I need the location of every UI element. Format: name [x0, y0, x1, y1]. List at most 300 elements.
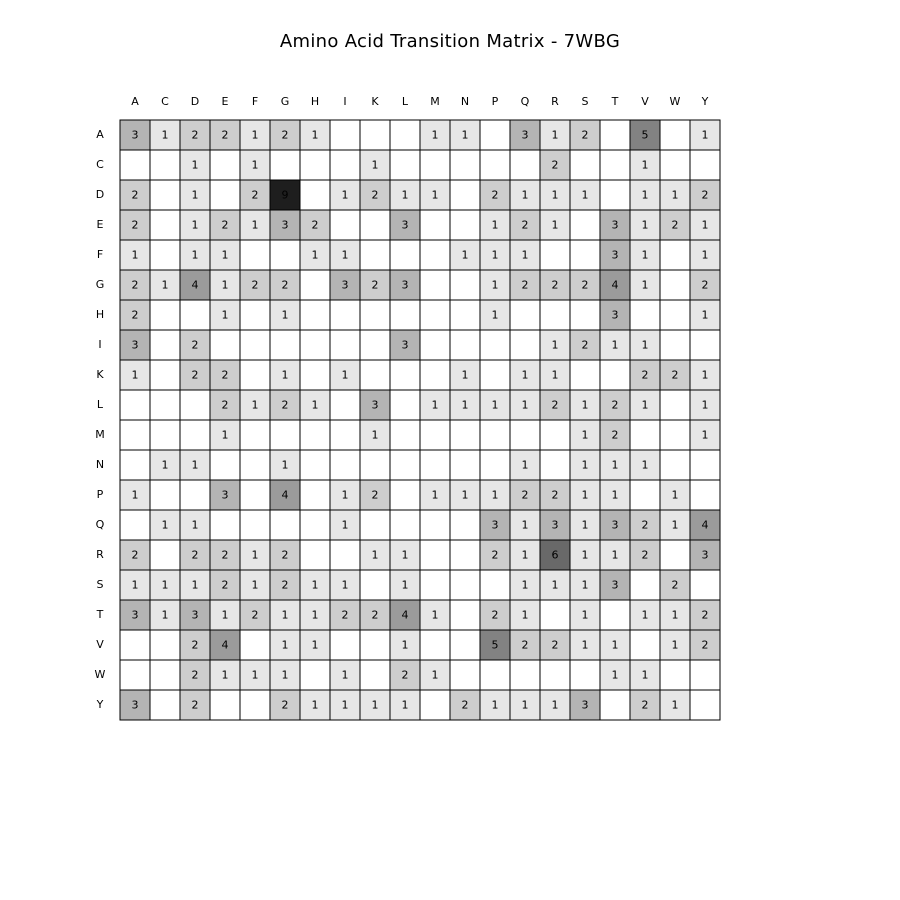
cell-value: 1 [521, 398, 529, 412]
chart-title: Amino Acid Transition Matrix - 7WBG [279, 31, 621, 52]
cell-value: 2 [221, 578, 229, 592]
heatmap-cell [360, 120, 390, 150]
cell-value: 2 [221, 128, 229, 142]
heatmap-cell [630, 300, 660, 330]
heatmap-cell [450, 300, 480, 330]
cell-value: 1 [671, 638, 679, 652]
cell-value: 1 [401, 548, 409, 562]
heatmap-cell [690, 330, 720, 360]
cell-value: 1 [491, 248, 499, 262]
heatmap-cell [330, 210, 360, 240]
cell-value: 1 [341, 578, 349, 592]
cell-value: 2 [641, 518, 649, 532]
cell-value: 1 [641, 398, 649, 412]
cell-value: 1 [611, 668, 619, 682]
heatmap-cell [420, 630, 450, 660]
heatmap-cell [150, 660, 180, 690]
cell-value: 1 [161, 518, 169, 532]
cell-value: 1 [431, 668, 439, 682]
cell-value: 1 [581, 488, 589, 502]
heatmap-cell [600, 150, 630, 180]
heatmap-cell [150, 330, 180, 360]
heatmap-cell [660, 120, 690, 150]
heatmap-cell [360, 360, 390, 390]
heatmap-cell [150, 540, 180, 570]
cell-value: 1 [131, 578, 139, 592]
heatmap-cell [390, 480, 420, 510]
cell-value: 2 [221, 548, 229, 562]
cell-value: 1 [221, 278, 229, 292]
cell-value: 2 [191, 128, 199, 142]
cell-value: 3 [341, 278, 349, 292]
cell-value: 2 [701, 278, 709, 292]
cell-value: 1 [581, 428, 589, 442]
heatmap-cell [300, 270, 330, 300]
heatmap-cell [660, 390, 690, 420]
heatmap-cell [420, 240, 450, 270]
heatmap-cell [660, 240, 690, 270]
heatmap-cell [420, 510, 450, 540]
heatmap-cell [330, 330, 360, 360]
heatmap-cell [300, 150, 330, 180]
heatmap-cell [660, 150, 690, 180]
heatmap-cell [690, 690, 720, 720]
cell-value: 1 [581, 458, 589, 472]
heatmap-cell [120, 450, 150, 480]
heatmap-cell [480, 660, 510, 690]
cell-value: 3 [131, 128, 139, 142]
heatmap-cell [600, 180, 630, 210]
col-label: W [669, 95, 681, 108]
row-label: G [95, 278, 105, 291]
cell-value: 1 [671, 188, 679, 202]
cell-value: 2 [551, 398, 559, 412]
cell-value: 2 [551, 278, 559, 292]
cell-value: 1 [311, 578, 319, 592]
heatmap-cell [240, 510, 270, 540]
row-label: D [95, 188, 105, 201]
cell-value: 3 [581, 698, 589, 712]
heatmap-cell [390, 420, 420, 450]
row-label: E [96, 218, 104, 231]
heatmap-cell [210, 690, 240, 720]
cell-value: 2 [131, 278, 139, 292]
cell-value: 1 [521, 248, 529, 262]
cell-value: 2 [191, 668, 199, 682]
heatmap-cell [150, 210, 180, 240]
cell-value: 1 [521, 188, 529, 202]
heatmap-cell [660, 300, 690, 330]
row-label: H [95, 308, 105, 321]
row-label: R [96, 548, 104, 561]
cell-value: 1 [611, 488, 619, 502]
cell-value: 1 [551, 218, 559, 232]
cell-value: 2 [131, 548, 139, 562]
heatmap-cell [420, 570, 450, 600]
cell-value: 3 [401, 338, 409, 352]
cell-value: 2 [641, 548, 649, 562]
cell-value: 1 [341, 368, 349, 382]
heatmap-cell [360, 630, 390, 660]
heatmap-cell [420, 300, 450, 330]
cell-value: 2 [581, 338, 589, 352]
heatmap-cell [570, 300, 600, 330]
cell-value: 2 [221, 368, 229, 382]
cell-value: 1 [191, 248, 199, 262]
cell-value: 2 [671, 218, 679, 232]
heatmap-cell [120, 420, 150, 450]
col-label: H [310, 95, 320, 108]
cell-value: 1 [431, 398, 439, 412]
cell-value: 1 [311, 128, 319, 142]
heatmap-cell [360, 300, 390, 330]
heatmap-cell [630, 480, 660, 510]
cell-value: 1 [581, 638, 589, 652]
heatmap-cell [300, 660, 330, 690]
col-label: M [430, 95, 440, 108]
heatmap-cell [510, 660, 540, 690]
cell-value: 1 [251, 668, 259, 682]
cell-value: 2 [341, 608, 349, 622]
heatmap-cell [660, 450, 690, 480]
heatmap-cell [330, 450, 360, 480]
cell-value: 1 [491, 698, 499, 712]
heatmap-cell [450, 570, 480, 600]
heatmap-cell [480, 450, 510, 480]
heatmap-cell [480, 120, 510, 150]
cell-value: 2 [221, 218, 229, 232]
cell-value: 1 [281, 638, 289, 652]
cell-value: 2 [641, 698, 649, 712]
heatmap-cell [150, 360, 180, 390]
col-label: Y [701, 95, 709, 108]
heatmap-cell [420, 690, 450, 720]
cell-value: 3 [611, 248, 619, 262]
cell-value: 1 [581, 548, 589, 562]
heatmap-cell [300, 180, 330, 210]
cell-value: 1 [551, 368, 559, 382]
cell-value: 1 [221, 308, 229, 322]
heatmap-cell [330, 630, 360, 660]
cell-value: 1 [341, 188, 349, 202]
cell-value: 1 [281, 668, 289, 682]
cell-value: 2 [191, 368, 199, 382]
row-label: P [96, 488, 104, 501]
row-label: V [96, 638, 104, 651]
heatmap-cell [420, 330, 450, 360]
heatmap-cell [390, 240, 420, 270]
cell-value: 1 [281, 308, 289, 322]
heatmap-cell [300, 300, 330, 330]
heatmap-cell [540, 600, 570, 630]
heatmap-cell [300, 540, 330, 570]
heatmap-cell [300, 360, 330, 390]
heatmap-cell [270, 420, 300, 450]
cell-value: 1 [491, 278, 499, 292]
heatmap-cell [390, 360, 420, 390]
heatmap-cell [420, 360, 450, 390]
heatmap-cell [330, 150, 360, 180]
cell-value: 1 [641, 158, 649, 172]
heatmap-cell [390, 300, 420, 330]
cell-value: 1 [491, 218, 499, 232]
col-label: D [190, 95, 200, 108]
heatmap-cell [510, 420, 540, 450]
heatmap-cell [240, 360, 270, 390]
cell-value: 1 [221, 428, 229, 442]
heatmap-cell [480, 150, 510, 180]
heatmap-cell [360, 240, 390, 270]
heatmap-cell [450, 510, 480, 540]
cell-value: 1 [401, 188, 409, 202]
row-label: F [96, 248, 104, 261]
cell-value: 5 [641, 128, 649, 142]
cell-value: 2 [251, 188, 259, 202]
cell-value: 1 [341, 488, 349, 502]
cell-value: 1 [251, 548, 259, 562]
cell-value: 1 [251, 578, 259, 592]
cell-value: 2 [581, 128, 589, 142]
cell-value: 1 [191, 158, 199, 172]
heatmap-cell [360, 330, 390, 360]
cell-value: 1 [431, 488, 439, 502]
cell-value: 1 [701, 218, 709, 232]
cell-value: 1 [191, 458, 199, 472]
heatmap-cell [480, 330, 510, 360]
cell-value: 2 [701, 638, 709, 652]
cell-value: 3 [221, 488, 229, 502]
cell-value: 2 [371, 608, 379, 622]
heatmap-cell [570, 210, 600, 240]
cell-value: 1 [491, 398, 499, 412]
cell-value: 1 [131, 248, 139, 262]
cell-value: 1 [671, 488, 679, 502]
heatmap-cell [360, 660, 390, 690]
heatmap-cell [690, 660, 720, 690]
cell-value: 1 [521, 518, 529, 532]
cell-value: 1 [521, 698, 529, 712]
heatmap-cell [540, 420, 570, 450]
cell-value: 2 [491, 188, 499, 202]
cell-value: 1 [161, 278, 169, 292]
cell-value: 1 [521, 368, 529, 382]
cell-value: 2 [491, 548, 499, 562]
cell-value: 4 [191, 278, 199, 292]
heatmap-cell [150, 240, 180, 270]
cell-value: 1 [251, 218, 259, 232]
heatmap-cell [510, 330, 540, 360]
cell-value: 1 [371, 158, 379, 172]
heatmap-cell [240, 330, 270, 360]
cell-value: 2 [521, 278, 529, 292]
row-label: W [94, 668, 106, 681]
cell-value: 2 [521, 218, 529, 232]
cell-value: 4 [281, 488, 289, 502]
heatmap-cell [360, 510, 390, 540]
cell-value: 1 [161, 458, 169, 472]
cell-value: 1 [701, 128, 709, 142]
cell-value: 1 [701, 308, 709, 322]
cell-value: 2 [701, 188, 709, 202]
cell-value: 1 [281, 458, 289, 472]
cell-value: 2 [191, 548, 199, 562]
cell-value: 2 [671, 368, 679, 382]
heatmap-cell [540, 240, 570, 270]
heatmap-cell [210, 330, 240, 360]
cell-value: 1 [491, 488, 499, 502]
heatmap-cell [390, 120, 420, 150]
heatmap-cell [360, 450, 390, 480]
heatmap-cell [390, 510, 420, 540]
cell-value: 3 [281, 218, 289, 232]
col-label: E [221, 95, 229, 108]
cell-value: 1 [701, 248, 709, 262]
col-label: V [641, 95, 649, 108]
heatmap-cell [150, 690, 180, 720]
cell-value: 1 [581, 398, 589, 412]
heatmap-cell [300, 480, 330, 510]
row-label: K [96, 368, 104, 381]
heatmap-cell [480, 360, 510, 390]
cell-value: 1 [431, 608, 439, 622]
heatmap-cell [450, 270, 480, 300]
cell-value: 1 [551, 698, 559, 712]
heatmap-cell [330, 300, 360, 330]
heatmap-cell [450, 330, 480, 360]
cell-value: 2 [221, 398, 229, 412]
cell-value: 1 [311, 398, 319, 412]
heatmap-cell [690, 570, 720, 600]
heatmap-cell [300, 330, 330, 360]
heatmap-cell [600, 120, 630, 150]
cell-value: 1 [401, 638, 409, 652]
heatmap-cell [450, 600, 480, 630]
cell-value: 3 [131, 338, 139, 352]
row-label: Q [95, 518, 105, 531]
cell-value: 1 [701, 398, 709, 412]
heatmap-cell [300, 510, 330, 540]
cell-value: 1 [341, 668, 349, 682]
cell-value: 2 [281, 398, 289, 412]
heatmap-cell [180, 480, 210, 510]
cell-value: 2 [191, 638, 199, 652]
cell-value: 3 [401, 218, 409, 232]
cell-value: 2 [491, 608, 499, 622]
cell-value: 1 [671, 698, 679, 712]
heatmap-cell [120, 660, 150, 690]
cell-value: 1 [641, 668, 649, 682]
cell-value: 3 [611, 308, 619, 322]
cell-value: 1 [431, 188, 439, 202]
heatmap-cell [390, 450, 420, 480]
heatmap-cell [570, 660, 600, 690]
heatmap-cell [420, 540, 450, 570]
cell-value: 3 [611, 218, 619, 232]
col-label: Q [520, 95, 530, 108]
heatmap-cell [150, 390, 180, 420]
heatmap-cell [300, 450, 330, 480]
row-label: S [96, 578, 104, 591]
cell-value: 1 [551, 338, 559, 352]
cell-value: 1 [581, 518, 589, 532]
row-label: C [96, 158, 104, 171]
cell-value: 1 [611, 638, 619, 652]
cell-value: 1 [641, 278, 649, 292]
cell-value: 2 [371, 278, 379, 292]
cell-value: 3 [611, 578, 619, 592]
cell-value: 1 [131, 488, 139, 502]
cell-value: 2 [281, 698, 289, 712]
heatmap-cell [480, 570, 510, 600]
cell-value: 1 [221, 248, 229, 262]
heatmap-cell [540, 660, 570, 690]
heatmap-cell [570, 240, 600, 270]
cell-value: 2 [521, 638, 529, 652]
cell-value: 2 [551, 488, 559, 502]
heatmap-cell [600, 690, 630, 720]
col-label: C [161, 95, 169, 108]
cell-value: 2 [281, 278, 289, 292]
cell-value: 1 [221, 608, 229, 622]
heatmap-cell [150, 300, 180, 330]
cell-value: 2 [281, 548, 289, 562]
cell-value: 2 [191, 698, 199, 712]
cell-value: 1 [671, 518, 679, 532]
row-label: L [96, 398, 104, 411]
heatmap-cell [210, 150, 240, 180]
heatmap-cell [420, 150, 450, 180]
row-label: M [95, 428, 105, 441]
cell-value: 4 [701, 518, 709, 532]
cell-value: 1 [641, 338, 649, 352]
heatmap-cell [570, 360, 600, 390]
cell-value: 1 [341, 248, 349, 262]
heatmap-cell [570, 150, 600, 180]
cell-value: 1 [431, 128, 439, 142]
cell-value: 1 [161, 608, 169, 622]
cell-value: 1 [461, 488, 469, 502]
cell-value: 3 [701, 548, 709, 562]
heatmap-cell [540, 300, 570, 330]
cell-value: 1 [311, 698, 319, 712]
row-label: I [98, 338, 102, 351]
cell-value: 2 [641, 368, 649, 382]
cell-value: 5 [491, 638, 499, 652]
heatmap-cell [120, 390, 150, 420]
col-label: L [401, 95, 409, 108]
col-label: G [280, 95, 290, 108]
heatmap-cell [420, 450, 450, 480]
cell-value: 2 [281, 128, 289, 142]
cell-value: 1 [251, 398, 259, 412]
heatmap-cell [390, 390, 420, 420]
cell-value: 1 [581, 608, 589, 622]
cell-value: 2 [191, 338, 199, 352]
cell-value: 1 [641, 218, 649, 232]
heatmap-cell [450, 210, 480, 240]
heatmap-cell [210, 510, 240, 540]
heatmap-cell [240, 420, 270, 450]
cell-value: 1 [521, 578, 529, 592]
heatmap-cell [150, 630, 180, 660]
cell-value: 3 [191, 608, 199, 622]
cell-value: 2 [281, 578, 289, 592]
heatmap-cell [270, 240, 300, 270]
col-label: T [611, 95, 619, 108]
heatmap-cell [180, 390, 210, 420]
cell-value: 1 [701, 368, 709, 382]
cell-value: 4 [611, 278, 619, 292]
